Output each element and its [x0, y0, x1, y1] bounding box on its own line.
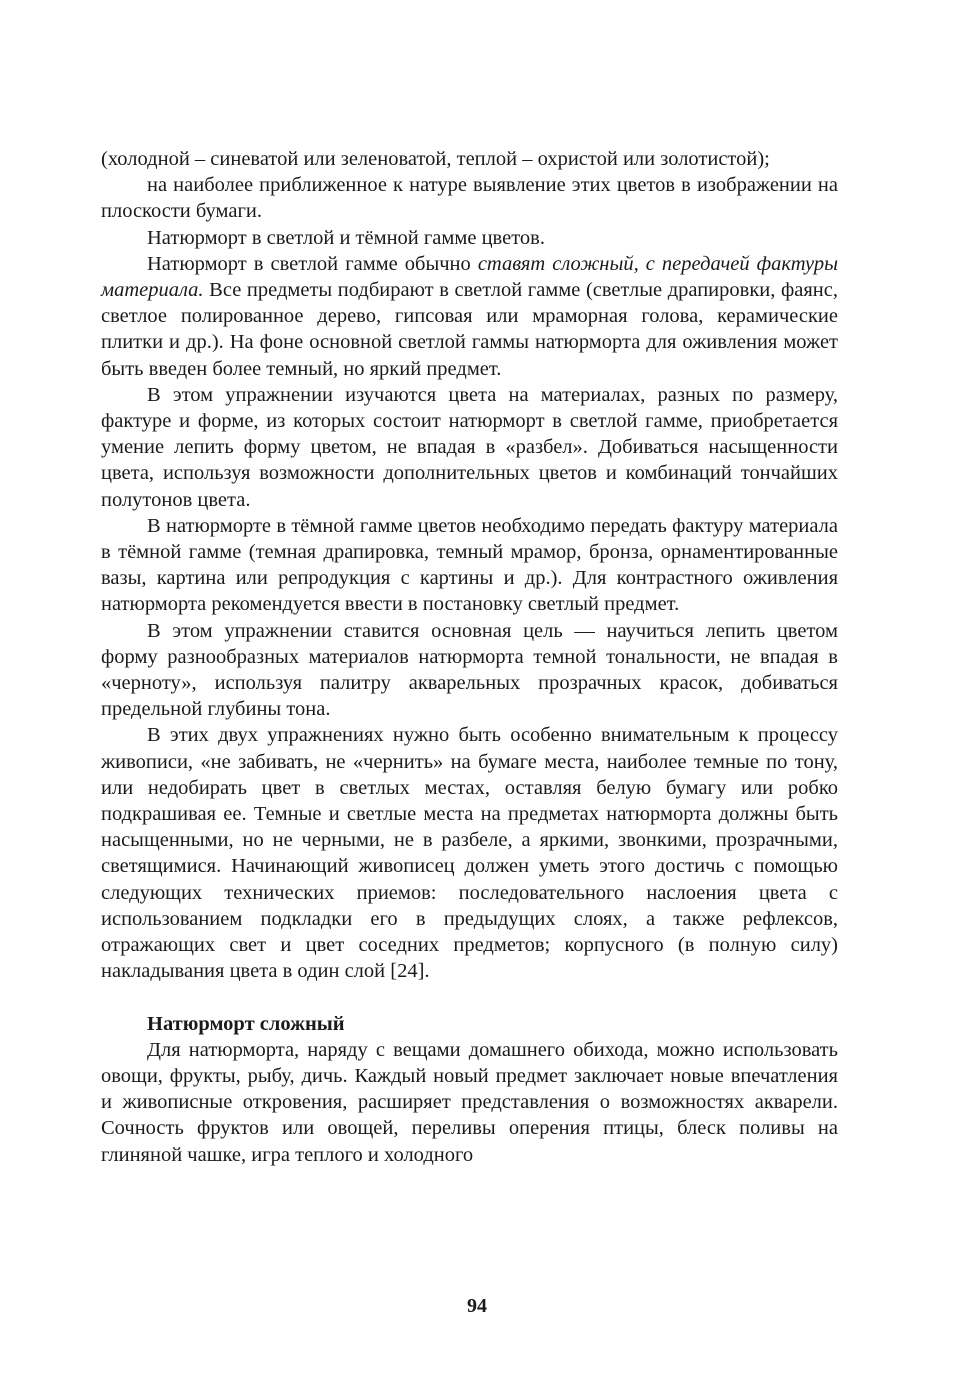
paragraph-4-lead: Натюрморт в светлой гамме обычно — [147, 252, 478, 275]
body-paragraph-2: на наиболее приближенное к натуре выявление этих цветов в изображении на плоскости бумаги. — [101, 174, 838, 223]
body-paragraph-6: В натюрморте в тёмной гамме цветов необходимо передать фактуру материала в тёмной гамме (темная драпировка, темный мрамор, бронза, орнаментированные вазы, картина или репродукция с картины и др.). Для контрастного оживления натюрморта рекомендуется ввести в постановку светлый предмет. — [101, 514, 838, 616]
section-heading: Натюрморт сложный — [147, 1012, 345, 1035]
body-paragraph-5: В этом упражнении изучаются цвета на материалах, разных по размеру, фактуре и форме, из которых состоит натюрморт в светлой гамме, приобретается умение лепить форму цветом, не впадая в «разбел». Добиваться насыщенности цвета, используя возможности дополнительных цветов и комбинаций тончайших полутонов цвета. — [101, 383, 838, 511]
body-paragraph-3: Натюрморт в светлой и тёмной гамме цветов. — [147, 226, 545, 249]
body-paragraph-8: В этих двух упражнениях нужно быть особенно внимательным к процессу живописи, «не забивать, не «чернить» на бумаге места, наиболее темные по тону, или недобирать цвет в светлых местах, оставляя белую бумагу или робко подкрашивая ее. Темные и светлые места на предметах натюрморта должны быть насыщенными, но не черными, не в разбеле, а яркими, звонкими, прозрачными, светящимися. Начинающий живописец должен уметь этого достичь с помощью следующих технических приемов: последовательного наслоения цвета с использованием подкладки его в предыдущих слоях, а также рефлексов, отражающих свет и цвет соседних предметов; корпусного (в полную силу) накладывания цвета в один слой [24]. — [101, 724, 838, 983]
body-paragraph-7: В этом упражнении ставится основная цель — научиться лепить цветом форму разнообразных материалов натюрморта темной тональности, не впадая в «черноту», используя палитру акварельных прозрачных красок, добиваться предельной глубины тона. — [101, 619, 838, 721]
body-paragraph-1: (холодной – синеватой или зеленоватой, теплой – охристой или золотистой); — [101, 148, 770, 170]
page-number: 94 — [467, 1295, 487, 1317]
body-paragraph-4 — [101, 251, 838, 382]
section-paragraph: Для натюрморта, наряду с вещами домашнего обихода, можно использовать овощи, фрукты, рыбу, дичь. Каждый новый предмет заключает новые впечатления и живописные откровения, расширяет представления о возможностях акварели. Сочность фруктов или овощей, переливы оперения птицы, блеск поливы на глиняной чашке, игра теплого и холодного — [101, 1038, 838, 1166]
paragraph-4-emphasis: ставят сложный, с передачей фактуры материала. — [101, 252, 838, 302]
paragraph-4-rest: Все предметы подбирают в светлой гамме (светлые драпировки, фаянс, светлое полированное дерево, гипсовая или мраморная голова, керамические плитки и др.). На фоне основной светлой гаммы натюрморта для оживления может быть введен более темный, но яркий предмет. — [101, 279, 838, 380]
page-body — [101, 146, 838, 1168]
